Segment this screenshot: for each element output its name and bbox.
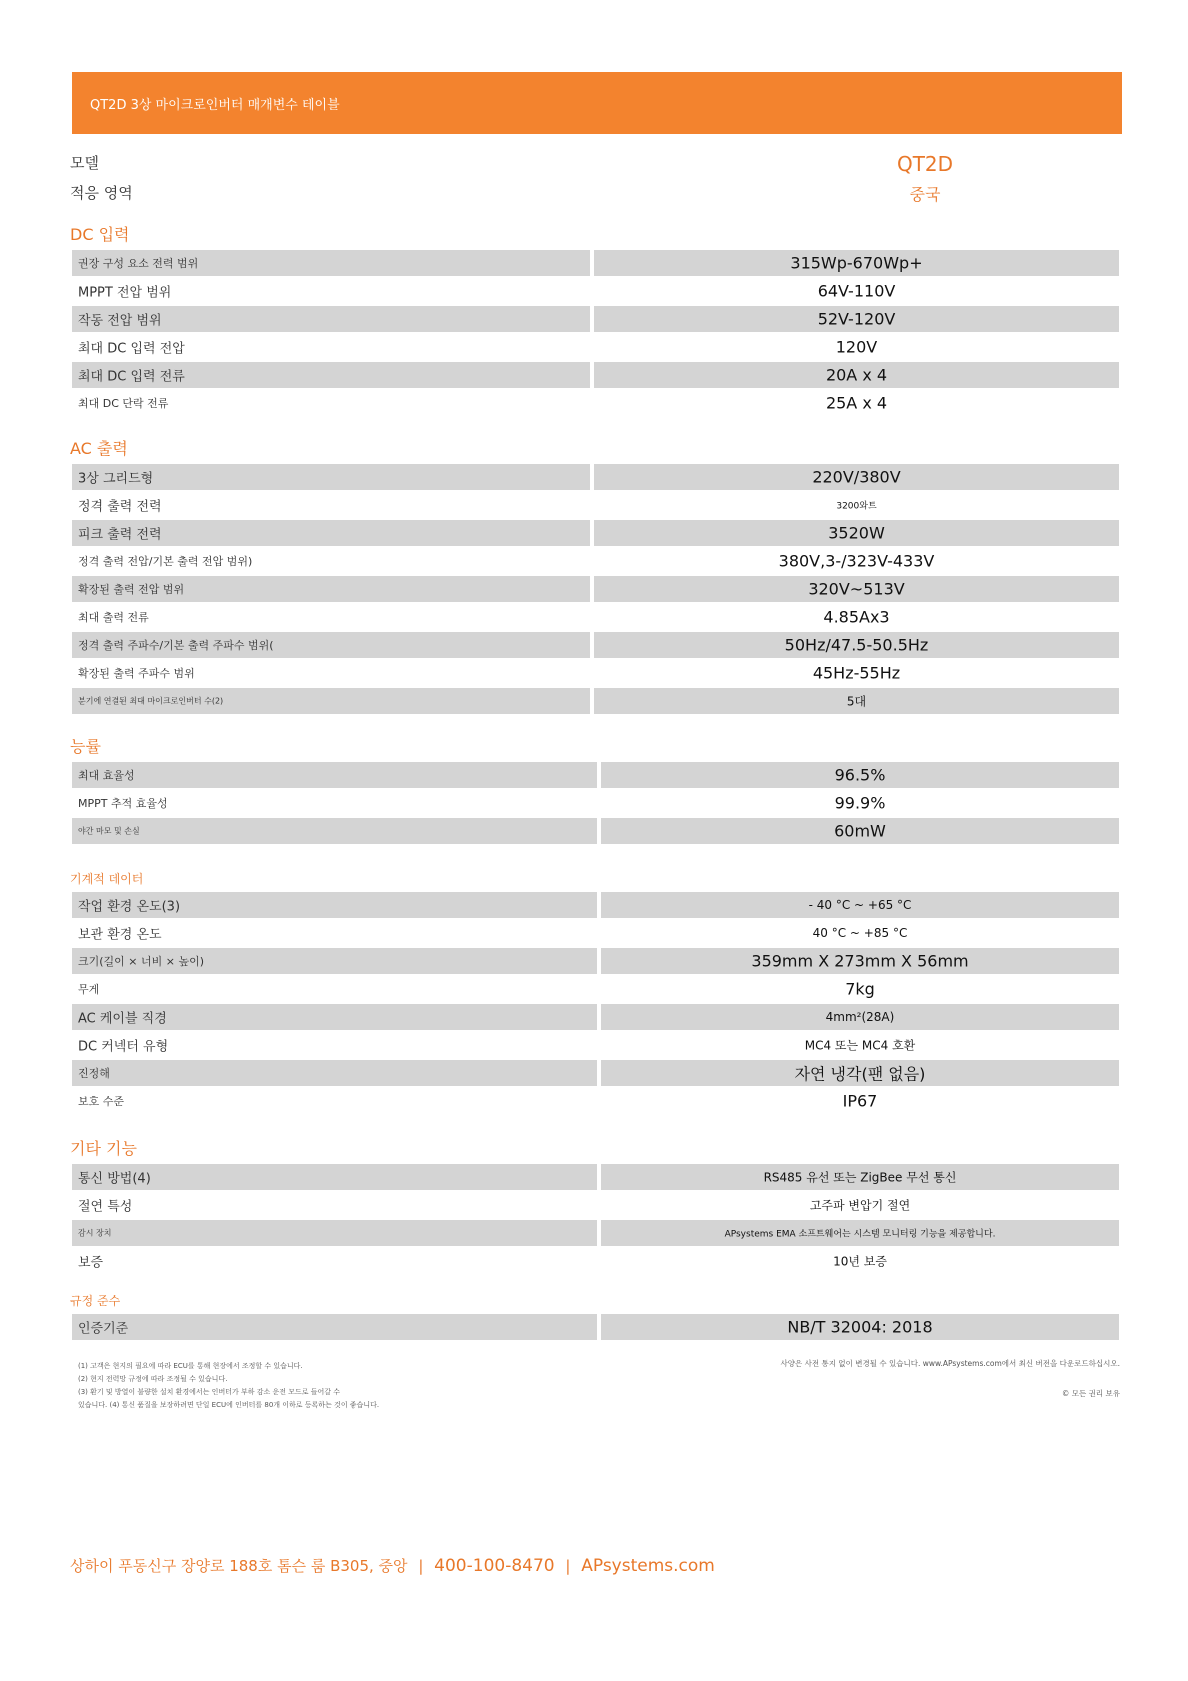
footnote: (3) 환기 및 방열이 불량한 설치 환경에서는 인버터가 부하 감소 운전 모드로 들어갈 수 — [78, 1388, 340, 1396]
table-row — [72, 362, 1119, 390]
row-value: MC4 또는 MC4 호환 — [804, 1038, 916, 1053]
section-title-other: 기타 기능 — [70, 1139, 137, 1158]
page-title: QT2D 3상 마이크로인버터 매개변수 테이블 — [90, 98, 340, 113]
region-value: 중국 — [909, 185, 941, 204]
table-row — [72, 1248, 1119, 1276]
section-title-efficiency: 능률 — [70, 737, 101, 756]
row-value: 220V/380V — [812, 467, 901, 487]
row-value: 10년 보증 — [833, 1254, 887, 1269]
mechanical-table — [72, 892, 1119, 1116]
row-label: 작동 전압 범위 — [78, 313, 162, 329]
row-value: 3520W — [828, 523, 885, 543]
row-label: MPPT 추적 효율성 — [78, 797, 168, 810]
table-row — [72, 1220, 1119, 1248]
table-row — [72, 604, 1119, 632]
row-label: 권장 구성 요소 전력 범위 — [78, 257, 199, 270]
table-row — [72, 464, 1119, 492]
row-value: - 40 °C ~ +65 °C — [808, 898, 912, 912]
table-row — [72, 892, 1119, 920]
row-label: 절연 특성 — [78, 1199, 133, 1215]
table-row — [72, 1088, 1119, 1116]
header-banner — [72, 72, 1122, 134]
table-row — [72, 520, 1119, 548]
ac-output-table — [72, 464, 1119, 716]
row-value: 64V-110V — [817, 281, 896, 301]
row-value: 4.85Ax3 — [823, 607, 890, 627]
efficiency-table — [72, 762, 1119, 846]
model-block — [70, 150, 1122, 210]
row-value: 40 °C ~ +85 °C — [812, 926, 908, 940]
table-row — [72, 660, 1119, 688]
row-label: 피크 출력 전력 — [78, 527, 162, 543]
compliance-table — [72, 1314, 1119, 1342]
section-title-dc-input: DC 입력 — [70, 225, 130, 244]
footer-phone[interactable]: 400-100-8470 — [434, 1556, 555, 1576]
table-row — [72, 1032, 1119, 1060]
footnote: 있습니다. (4) 통신 품질을 보장하려면 단일 ECU에 인버터를 80개 이하로 등록하는 것이 좋습니다. — [78, 1401, 380, 1409]
table-row — [72, 278, 1119, 306]
row-label: 정격 출력 주파수/기본 출력 주파수 범위( — [78, 639, 274, 652]
row-label: 감시 장치 — [78, 1228, 112, 1238]
model-label: 모델 — [70, 154, 99, 172]
row-value: 60mW — [834, 821, 886, 841]
table-row — [72, 1314, 1119, 1342]
row-label: 인증기준 — [78, 1321, 129, 1337]
row-value: 380V,3-/323V-433V — [778, 551, 935, 571]
row-label: 정격 출력 전압/기본 출력 전압 범위) — [78, 555, 253, 568]
row-label: 보호 수준 — [78, 1095, 125, 1108]
row-label: AC 케이블 직경 — [78, 1011, 167, 1027]
row-label: 보관 환경 온도 — [78, 927, 162, 943]
other-features-table — [72, 1164, 1119, 1276]
table-row — [72, 576, 1119, 604]
table-row — [72, 790, 1119, 818]
row-value: 52V-120V — [817, 309, 896, 329]
table-row — [72, 548, 1119, 576]
row-value: 25A x 4 — [825, 393, 888, 413]
footnote: (1) 고객은 현지의 필요에 따라 ECU를 통해 현장에서 조정할 수 있습니다. — [78, 1362, 303, 1370]
row-label: 최대 DC 입력 전압 — [78, 341, 185, 357]
row-label: 3상 그리드형 — [78, 471, 154, 487]
row-value: 고주파 변압기 절연 — [809, 1198, 911, 1213]
row-value: 7kg — [845, 979, 875, 999]
row-label: 확장된 출력 주파수 범위 — [78, 667, 195, 680]
footer-address: 상하이 푸동신구 장양로 188호 톰슨 룸 B305, 중앙 — [70, 1557, 408, 1575]
row-label: 정격 출력 전력 — [78, 499, 162, 515]
dc-input-table — [72, 250, 1119, 418]
model-value: QT2D — [896, 152, 954, 176]
table-row — [72, 818, 1119, 846]
row-value: 5대 — [846, 694, 867, 709]
row-label: 진정해 — [78, 1067, 110, 1080]
row-label: MPPT 전압 범위 — [78, 285, 172, 301]
row-value: RS485 유선 또는 ZigBee 무선 통신 — [763, 1170, 957, 1185]
footer-website-link[interactable]: APsystems.com — [581, 1556, 715, 1576]
row-value: 45Hz-55Hz — [812, 663, 901, 683]
row-label: 크기(길이 × 너비 × 높이) — [78, 955, 205, 968]
row-label: 보증 — [78, 1255, 104, 1271]
table-row — [72, 1004, 1119, 1032]
footer-contact — [70, 1555, 715, 1576]
table-row — [72, 920, 1119, 948]
row-value: 50Hz/47.5-50.5Hz — [784, 635, 929, 655]
row-value: 99.9% — [834, 793, 886, 813]
footer-separator: | — [565, 1557, 571, 1575]
table-row — [72, 306, 1119, 334]
spec-change-notice: 사양은 사전 통지 없이 변경될 수 있습니다. www.APsystems.com에서 최신 버전을 다운로드하십시오. — [780, 1359, 1120, 1368]
footer-separator: | — [418, 1557, 424, 1575]
row-value: 315Wp-670Wp+ — [790, 253, 923, 273]
table-row — [72, 1060, 1119, 1088]
row-label: 확장된 출력 전압 범위 — [78, 583, 185, 596]
table-row — [72, 976, 1119, 1004]
row-label: 분기에 연결된 최대 마이크로인버터 수(2) — [78, 696, 224, 706]
region-label: 적응 영역 — [70, 184, 133, 202]
row-label: 최대 DC 입력 전류 — [78, 369, 185, 385]
row-label: 야간 마모 및 손실 — [78, 826, 140, 836]
section-title-mechanical: 기계적 데이터 — [70, 872, 144, 886]
row-value: 359mm X 273mm X 56mm — [751, 951, 969, 971]
row-label: DC 커넥터 유형 — [78, 1039, 169, 1055]
table-row — [72, 1164, 1119, 1192]
table-row — [72, 492, 1119, 520]
row-label: 통신 방법(4) — [78, 1171, 151, 1187]
table-row — [72, 762, 1119, 790]
row-value: 4mm²(28A) — [825, 1010, 895, 1024]
row-value: 자연 냉각(팬 없음) — [794, 1064, 926, 1084]
table-row — [72, 250, 1119, 278]
row-label: 무게 — [78, 983, 100, 996]
footnotes — [78, 1360, 418, 1412]
section-title-compliance: 규정 준수 — [70, 1294, 121, 1308]
row-value: IP67 — [842, 1091, 878, 1111]
footnote: (2) 현지 전력망 규정에 따라 조정될 수 있습니다. — [78, 1375, 228, 1383]
table-row — [72, 632, 1119, 660]
row-value: 96.5% — [834, 765, 886, 785]
row-label: 최대 출력 전류 — [78, 611, 149, 624]
table-row — [72, 1192, 1119, 1220]
section-title-ac-output: AC 출력 — [70, 439, 128, 458]
row-value: 120V — [835, 337, 878, 357]
row-label: 최대 효율성 — [78, 769, 135, 782]
row-value: APsystems EMA 소프트웨어는 시스템 모니터링 기능을 제공합니다. — [724, 1229, 996, 1240]
table-row — [72, 948, 1119, 976]
row-value: NB/T 32004: 2018 — [787, 1317, 933, 1337]
row-label: 작업 환경 온도(3) — [78, 899, 181, 915]
row-label: 최대 DC 단락 전류 — [78, 397, 169, 410]
table-row — [72, 688, 1119, 716]
row-value: 3200와트 — [836, 501, 877, 512]
table-row — [72, 334, 1119, 362]
row-value: 20A x 4 — [825, 365, 888, 385]
table-row — [72, 390, 1119, 418]
copyright-notice: © 모든 권리 보유 — [1061, 1389, 1120, 1398]
row-value: 320V~513V — [808, 579, 905, 599]
